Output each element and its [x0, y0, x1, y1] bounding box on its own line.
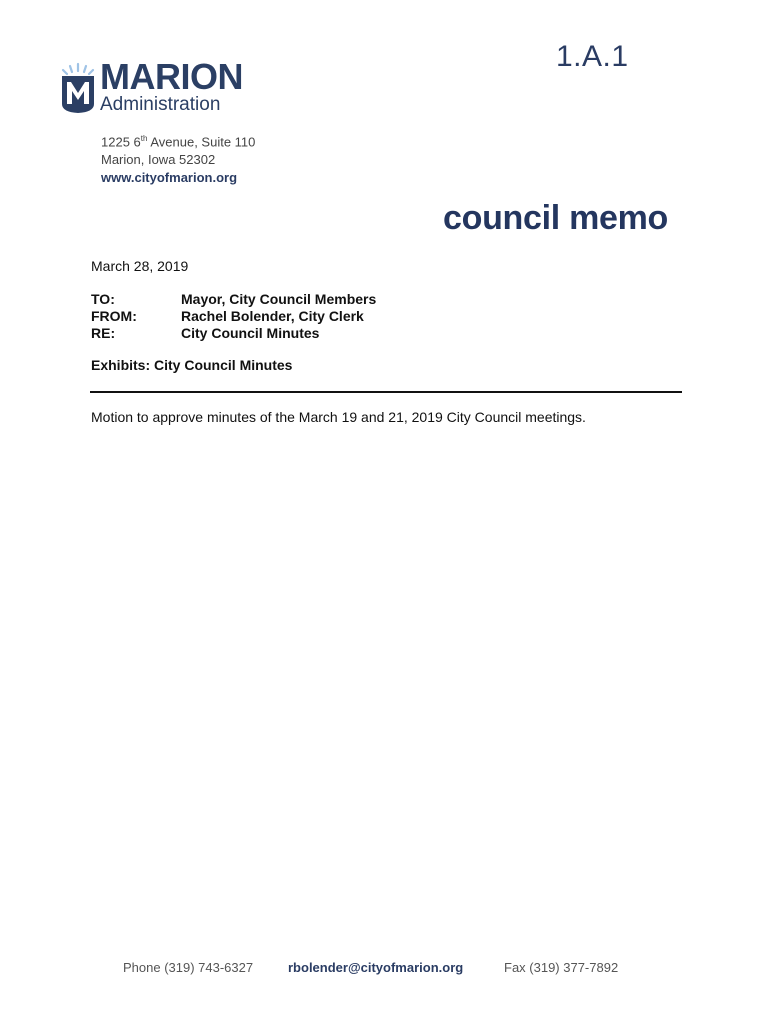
logo-wordmark: MARION	[100, 56, 243, 97]
re-label: RE:	[91, 325, 116, 341]
address-street: 1225 6th Avenue, Suite 110	[101, 134, 256, 150]
address-block	[101, 130, 255, 187]
to-value: Mayor, City Council Members	[181, 291, 377, 307]
to-label: TO:	[91, 291, 115, 307]
re-value: City Council Minutes	[181, 325, 320, 341]
marion-logo	[58, 56, 258, 120]
website-link[interactable]: www.cityofmarion.org	[101, 170, 238, 186]
memo-header-fields	[91, 291, 376, 342]
footer-fax: Fax (319) 377-7892	[504, 960, 619, 975]
re-row	[91, 325, 376, 342]
divider	[90, 391, 682, 393]
marion-badge-icon	[58, 60, 98, 114]
footer-phone: Phone (319) 743-6327	[123, 960, 254, 975]
footer-email[interactable]: rbolender@cityofmarion.org	[288, 960, 464, 975]
memo-date: March 28, 2019	[91, 258, 189, 274]
from-row	[91, 308, 376, 325]
agenda-item-number: 1.A.1	[556, 40, 629, 73]
logo-subtitle: Administration	[100, 94, 221, 115]
address-city: Marion, Iowa 52302	[101, 152, 216, 168]
exhibits-line: Exhibits: City Council Minutes	[91, 357, 293, 373]
from-label: FROM:	[91, 308, 137, 324]
memo-body: Motion to approve minutes of the March 19 and 21, 2019 City Council meetings.	[91, 409, 586, 425]
from-value: Rachel Bolender, City Clerk	[181, 308, 364, 324]
memo-title: council memo	[443, 199, 669, 237]
to-row	[91, 291, 376, 308]
